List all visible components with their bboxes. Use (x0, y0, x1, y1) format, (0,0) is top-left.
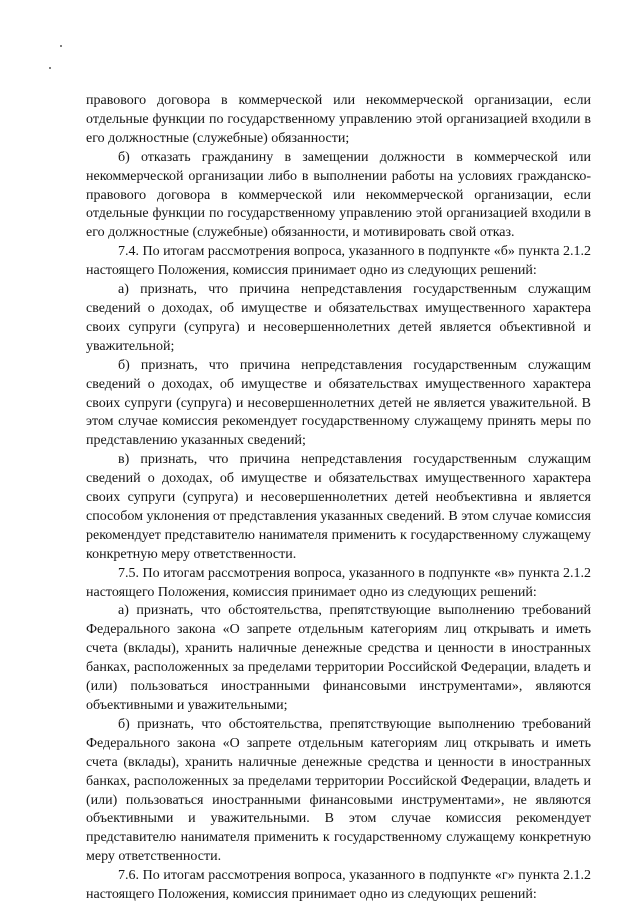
paragraph-7-6: 7.6. По итогам рассмотрения вопроса, указанного в подпункте «г» пункта 2.1.2 настоящего Положения, комиссия принимает одно из следующих решений: (86, 868, 591, 903)
scan-speck (60, 45, 62, 47)
paragraph-7-4-v: в) признать, что причина непредставления государственным служащим сведений о доходах, об имуществе и обязательствах имущественного характера своих супруги (супруга) и несовершеннолетних детей необъективна и является способом уклонения от представления указанных сведений. В этом случае комиссия рекомендует представителю нанимателя применить к государственному служащему конкретную меру ответственности. (86, 452, 591, 562)
paragraph-7-4: 7.4. По итогам рассмотрения вопроса, указанного в подпункте «б» пункта 2.1.2 настоящего Положения, комиссия принимает одно из следующих решений: (86, 244, 591, 279)
paragraph-7-5-b: б) признать, что обстоятельства, препятствующие выполнению требований Федерального закона «О запрете отдельным категориям лиц открывать и иметь счета (вклады), хранить наличные денежные средства и ценности в иностранных банках, расположенных за пределами территории Российской Федерации, владеть и (или) пользоваться иностранными финансовыми инструментами», не являются объективными и уважительными. В этом случае комиссия рекомендует представителю нанимателя применить к государственному служащему конкретную меру ответственности. (86, 716, 591, 865)
scan-speck (49, 67, 51, 69)
paragraph-7-4-a: а) признать, что причина непредставления государственным служащим сведений о доходах, об имуществе и обязательствах имущественного характера своих супруги (супруга) и несовершеннолетних детей является объективной и уважительной; (86, 282, 591, 354)
document-body (86, 92, 591, 905)
paragraph-7-5-a: а) признать, что обстоятельства, препятствующие выполнению требований Федерального закона «О запрете отдельным категориям лиц открывать и иметь счета (вклады), хранить наличные денежные средства и ценности в иностранных банках, расположенных за пределами территории Российской Федерации, владеть и (или) пользоваться иностранными финансовыми инструментами», являются объективными и уважительными; (86, 603, 591, 713)
paragraph-7-5: 7.5. По итогам рассмотрения вопроса, указанного в подпункте «в» пункта 2.1.2 настоящего Положения, комиссия принимает одно из следующих решений: (86, 565, 591, 600)
paragraph-continuation: правового договора в коммерческой или некоммерческой организации, если отдельные функции по государственному управлению этой организацией входили в его должностные (служебные) обязанности; (86, 93, 591, 146)
paragraph-7-3-b: б) отказать гражданину в замещении должности в коммерческой или некоммерческой организации либо в выполнении работы на условиях гражданско-правового договора в коммерческой или некоммерческой организации, если отдельные функции по государственному управлению этой организацией входили в его должностные (служебные) обязанности, и мотивировать свой отказ. (86, 149, 591, 241)
paragraph-7-4-b: б) признать, что причина непредставления государственным служащим сведений о доходах, об имуществе и обязательствах имущественного характера своих супруги (супруга) и несовершеннолетних детей не является уважительной. В этом случае комиссия рекомендует государственному служащему принять меры по представлению указанных сведений; (86, 357, 591, 449)
